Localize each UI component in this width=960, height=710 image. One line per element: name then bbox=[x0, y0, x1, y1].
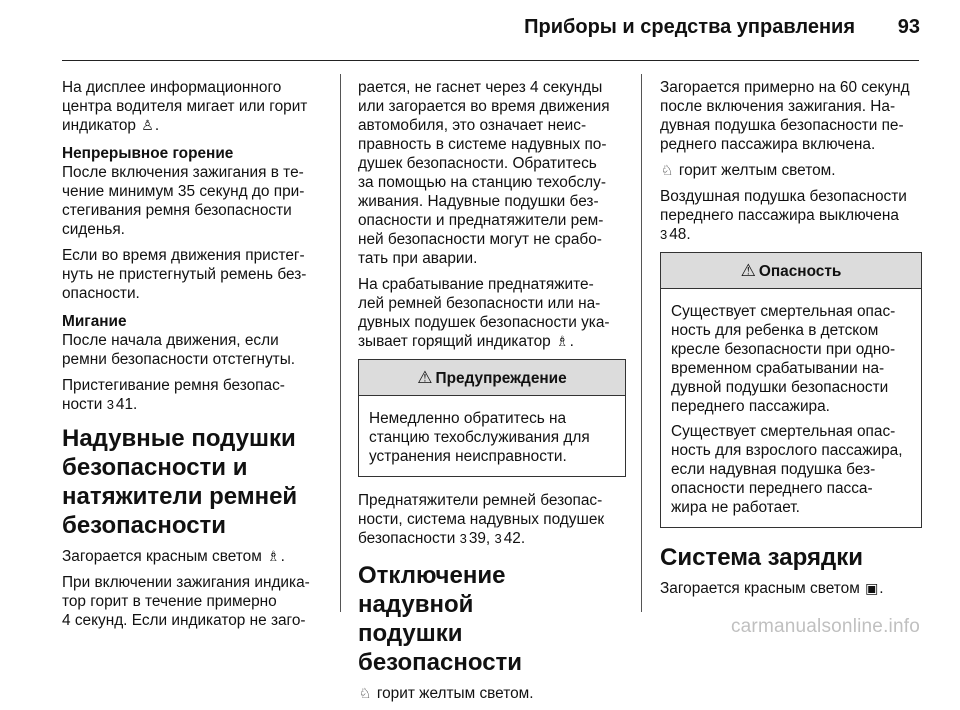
page-ref-icon: 3 bbox=[494, 531, 502, 546]
airbag-off-icon: ♘ bbox=[359, 685, 372, 701]
page-number: 93 bbox=[897, 16, 920, 38]
seatbelt-icon: ♙ bbox=[141, 117, 154, 133]
airbag-red-text: Загорается красным светом ♗. bbox=[62, 548, 285, 565]
intro-paragraph: На дисплее информационного центра водителя мигает или горит индикатор ♙. bbox=[62, 79, 308, 134]
blink-heading: Мигание bbox=[62, 313, 127, 330]
deactivation-heading: Отключение надувной подушки безопасности bbox=[358, 562, 523, 676]
danger-box-text-2: Существует смертельная опас- ность для взрослого пассажира, если надувная подушка без- опасности переднего пасса- жира не работает. bbox=[671, 423, 903, 516]
warning-triangle-icon: ⚠ bbox=[740, 261, 756, 280]
airbag-text: При включении зажигания индика- тор горит в течение примерно 4 секунд. Если индикатор не заго- bbox=[62, 574, 310, 629]
warning-box bbox=[358, 359, 626, 477]
blink-text: После начала движения, если ремни безопасности отстегнуты. bbox=[62, 332, 296, 368]
warning-box-text: Немедленно обратитесь на станцию техобслуживания для устранения неисправности. bbox=[369, 410, 590, 465]
warning-box-header: ⚠ Предупреждение bbox=[359, 360, 625, 396]
deactivation-text: ♘ горит желтым светом. bbox=[359, 685, 534, 702]
airbag-section-heading: Надувные подушки безопасности и натяжители ремней безопасности bbox=[62, 425, 298, 539]
column-divider-2 bbox=[641, 74, 642, 612]
airbag-on-text: Загорается примерно на 60 секунд после включения зажигания. На- дувная подушка безопасности пе- реднего пассажира включена. bbox=[660, 79, 910, 153]
steady-text: После включения зажигания в те- чение минимум 35 секунд до при- стегивания ремня безопасности сиденья. bbox=[62, 164, 305, 238]
tensioner-text: На срабатывание преднатяжите- лей ремней безопасности или на- дувных подушек безопасности ука- зывает горящий индикатор ♗. bbox=[358, 276, 610, 350]
airbag-on-yellow-text: ♘ горит желтым светом. bbox=[661, 162, 836, 179]
watermark: carmanualsonline.info bbox=[730, 616, 920, 637]
header-rule bbox=[62, 60, 919, 61]
column-2 bbox=[358, 78, 626, 710]
warning-triangle-icon: ⚠ bbox=[417, 368, 433, 387]
airbag-indicator-icon: ♗ bbox=[556, 333, 569, 349]
danger-box-text-1: Существует смертельная опас- ность для ребенка в детском кресле безопасности при одно- временном срабатывании на- дувной подушки безопасности переднего пассажира. bbox=[671, 303, 896, 415]
fasten-text: Пристегивание ремня безопас- ности 3 41. bbox=[62, 377, 285, 413]
airbag-on-icon: ♘ bbox=[661, 162, 674, 178]
airbag-off-text: Воздушная подушка безопасности переднего пассажира выключена 3 48. bbox=[660, 188, 907, 243]
page-ref-icon: 3 bbox=[660, 227, 668, 242]
column-1 bbox=[62, 78, 324, 637]
page-title: Приборы и средства управления bbox=[524, 16, 855, 38]
column-3 bbox=[660, 78, 922, 605]
airbag-continued-text: рается, не гаснет через 4 секунды или загорается во время движения автомобиля, это означает неис- правность в системе надувных по- душек безопасности. Обратитесь за помощью на станцию техобслу- живания. Надувные подушки без- опасности и преднатяжители рем- ней безопасности могут не срабо- тать при аварии. bbox=[358, 79, 610, 267]
page-ref-icon: 3 bbox=[459, 531, 467, 546]
danger-box-header: ⚠ Опасность bbox=[661, 253, 921, 289]
steady-text-2: Если во время движения пристег- нуть не пристегнутый ремень без- опасности. bbox=[62, 247, 307, 302]
page-ref-icon: 3 bbox=[106, 397, 114, 412]
charging-text: Загорается красным светом ▣. bbox=[660, 580, 884, 597]
steady-heading: Непрерывное горение bbox=[62, 145, 234, 162]
battery-icon: ▣ bbox=[865, 580, 879, 596]
charging-system-heading: Система зарядки bbox=[660, 544, 863, 571]
danger-box bbox=[660, 252, 922, 528]
column-divider-1 bbox=[340, 74, 341, 612]
airbag-icon: ♗ bbox=[267, 548, 280, 564]
refs-text: Преднатяжители ремней безопас- ности, система надувных подушек безопасности 3 39, 3 42. bbox=[358, 492, 605, 547]
